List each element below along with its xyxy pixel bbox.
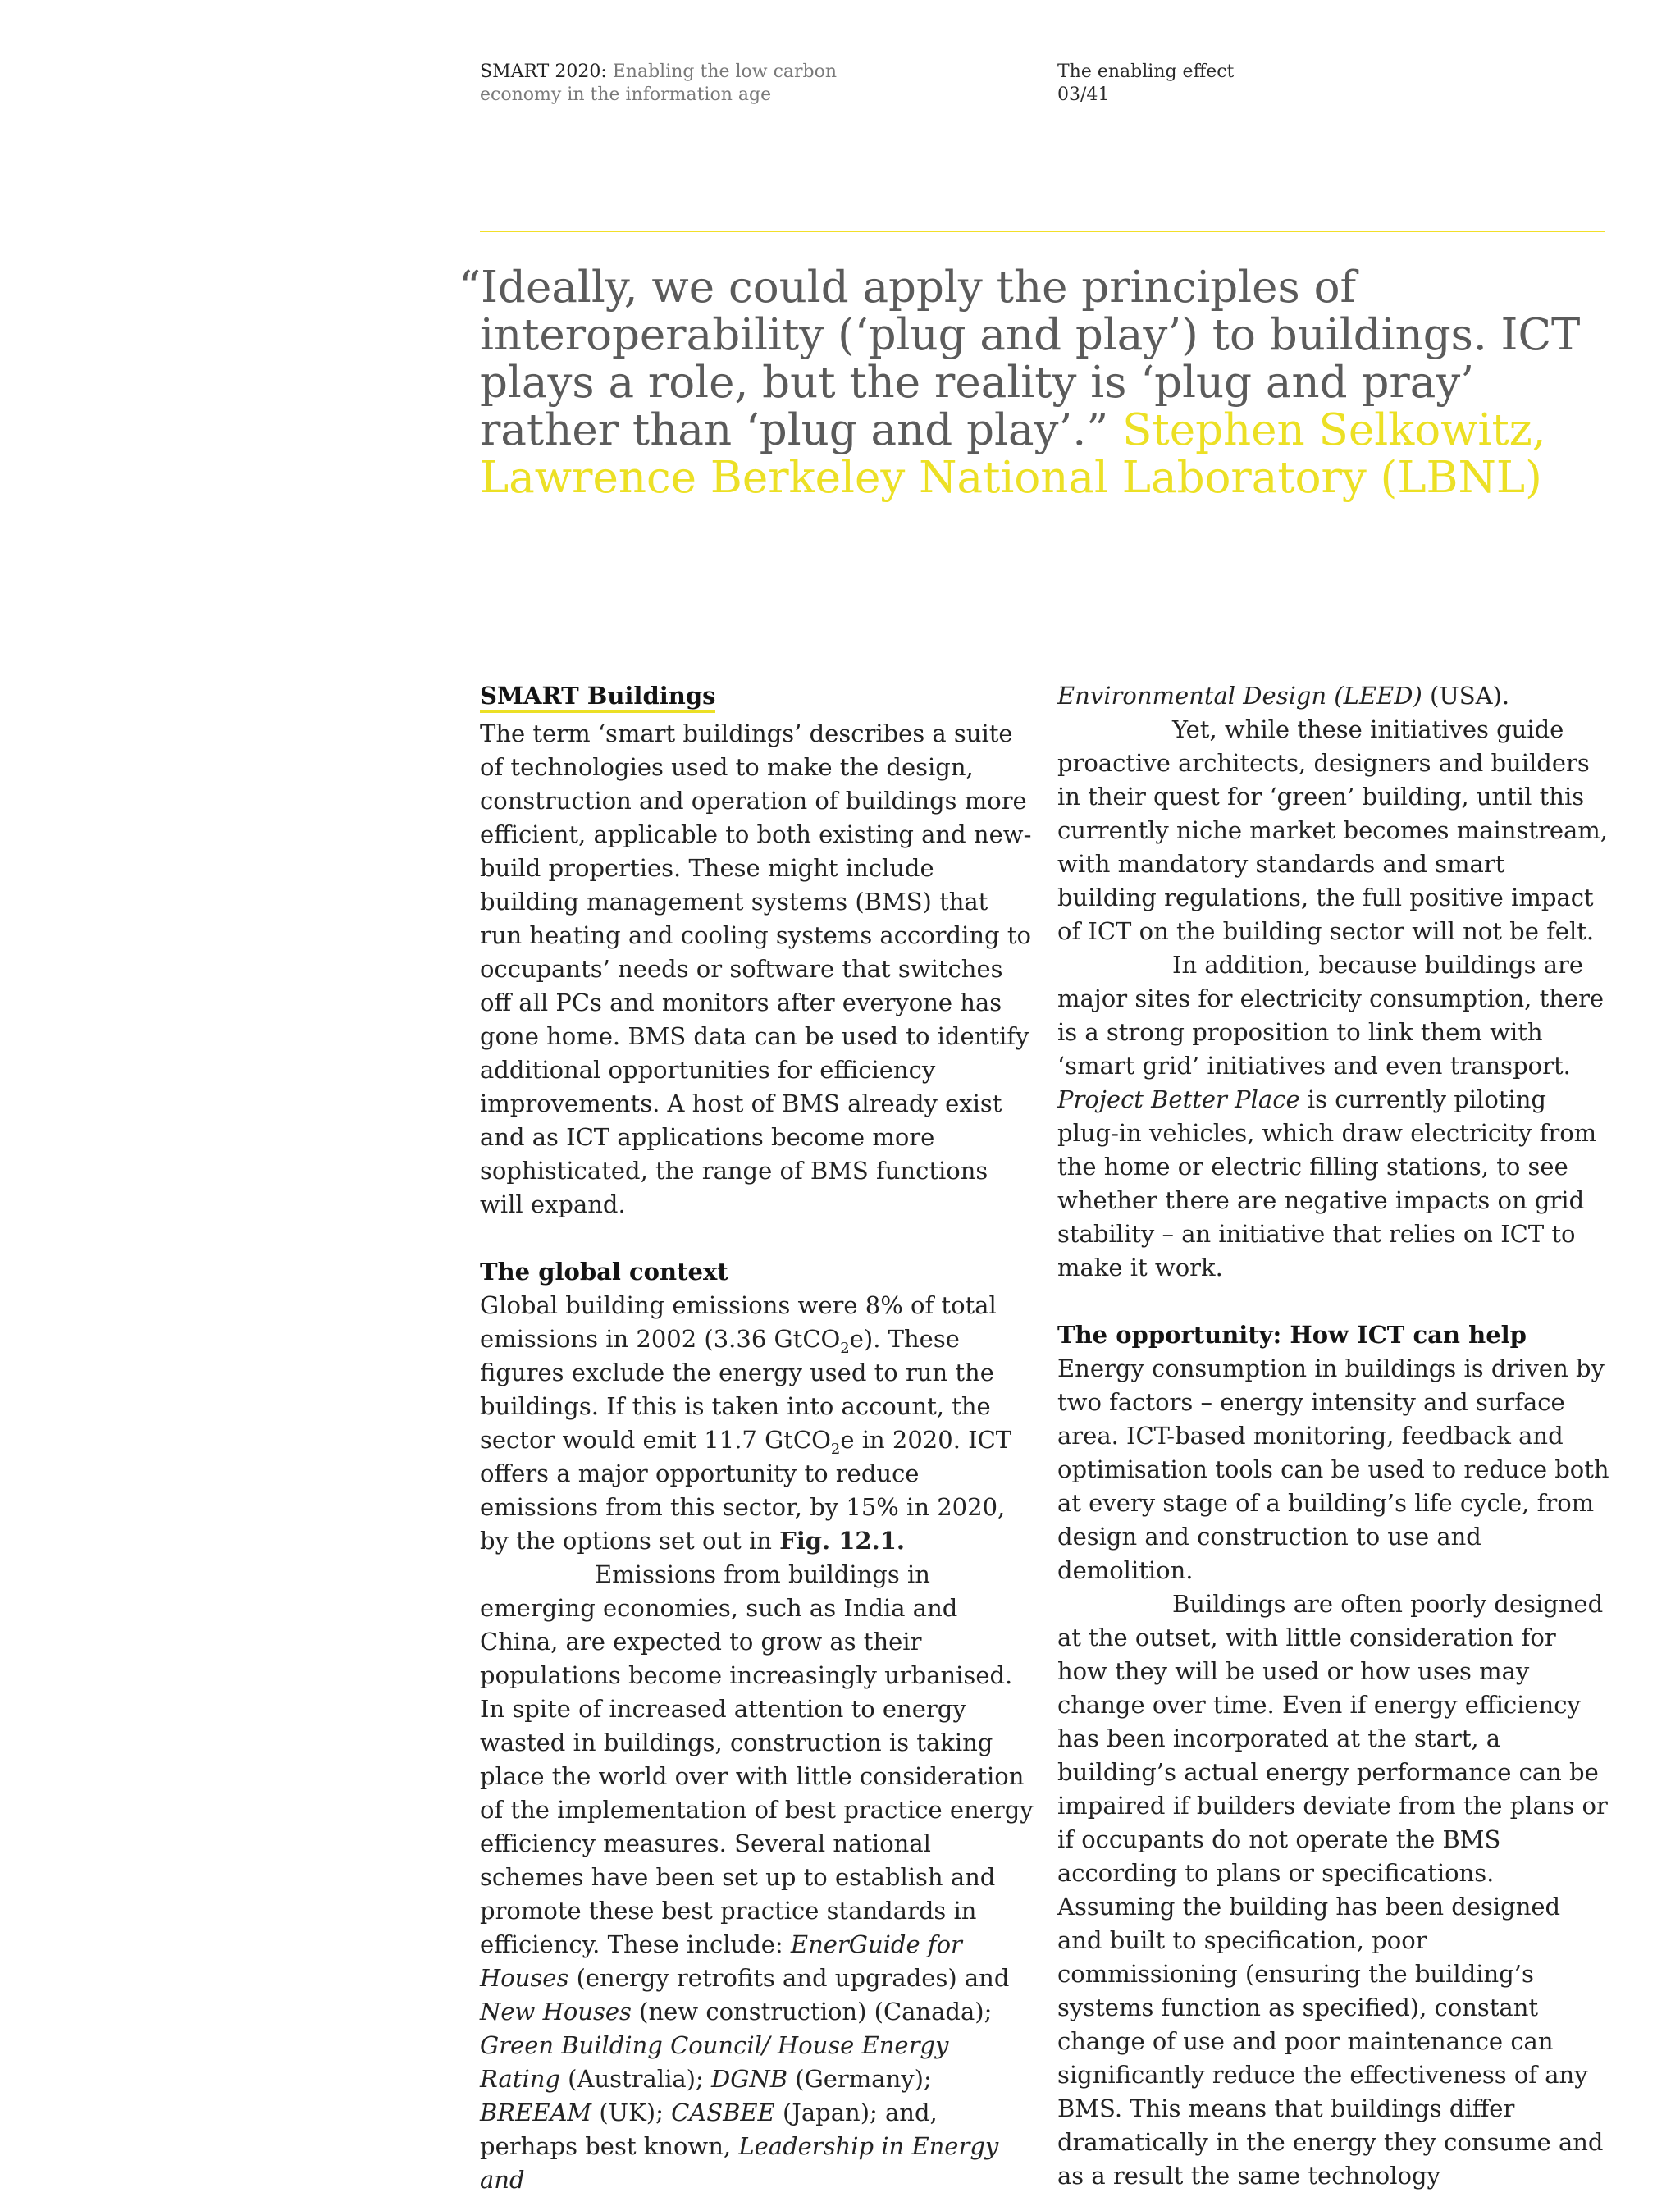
column-right bbox=[1057, 679, 1611, 2193]
text-run: e in 2020. ICT offers a major opportunity to reduce emissions from this sector, by 15% in 2020, by the options set out in bbox=[480, 1426, 1012, 1555]
text-run: In addition, because buildings are major sites for electricity consumption, there is a strong proposition to link them with ‘smart grid’ initiatives and even transport. bbox=[1057, 951, 1605, 1080]
text-run: Emissions from buildings in emerging economies, such as India and China, are expected to grow as their populations become increasingly urbanised. In spite of increased attention to energy wasted in buildings, construction is taking place the world over with little consideration of the implementation of best practice energy efficiency measures. Several national schemes have been set up to establish and promote these best practice standards in efficiency. These include: bbox=[480, 1560, 1034, 1958]
scheme-name: CASBEE bbox=[671, 2099, 775, 2126]
project-name: Project Better Place bbox=[1057, 1085, 1300, 1113]
paragraph-opportunity: Energy consumption in buildings is driven by two factors – energy intensity and surface area. ICT-based monitoring, feedback and optimisation tools can be used to reduce both at every stage of a building’s life cycle, from design and construction to use and demolition. bbox=[1057, 1354, 1609, 1584]
paragraph-continuation bbox=[1057, 679, 1611, 713]
column-left bbox=[480, 679, 1034, 2197]
heading-opportunity: The opportunity: How ICT can help bbox=[1057, 1321, 1527, 1349]
text-run: is currently piloting plug-in vehicles, which draw electricity from the home or electric filling stations, to see whether there are negative impacts on grid stability – an initiative that relies on ICT to make it work. bbox=[1057, 1085, 1597, 1281]
spacer bbox=[480, 1222, 1034, 1255]
subscript: 2 bbox=[830, 1440, 841, 1458]
report-title-line1: Enabling the low carbon bbox=[612, 62, 838, 82]
report-title bbox=[480, 61, 890, 107]
text-run: (Germany); bbox=[788, 2065, 932, 2093]
text-run: (Japan); and, perhaps best known, bbox=[480, 2099, 938, 2160]
text-run: Global building emissions were 8% of total emissions in 2002 (3.36 GtCO bbox=[480, 1291, 997, 1353]
paragraph-poor-design: Buildings are often poorly designed at the outset, with little consideration for how they will be used or how uses may change over time. Even if energy efficiency has been incorporated at the start, a building’s actual energy performance can be impaired if builders deviate from the plans or if occupants do not operate the BMS according to plans or specifications. Assuming the building has been designed and built to specification, poor commissioning (ensuring the building’s systems function as specified), constant change of use and poor maintenance can significantly reduce the effectiveness of any BMS. This means that buildings differ dramatically in the energy they consume and as a result the same technology bbox=[1057, 1590, 1608, 2190]
page-number: 03/41 bbox=[1057, 84, 1110, 105]
yellow-divider bbox=[480, 231, 1605, 232]
figure-reference: Fig. 12.1. bbox=[779, 1527, 905, 1555]
heading-smart-buildings: SMART Buildings bbox=[480, 681, 715, 713]
text-run: e). These figures exclude the energy used to run the buildings. If this is taken into account, the sector would emit 11.7 GtCO bbox=[480, 1325, 994, 1454]
scheme-name: Green Building Council/ House Energy Rating bbox=[480, 2031, 949, 2093]
paragraph-smart-grid bbox=[1057, 948, 1611, 1285]
scheme-name: Leadership in Energy and bbox=[480, 2132, 999, 2194]
section-header bbox=[1057, 61, 1386, 107]
pull-quote bbox=[459, 263, 1612, 503]
section-name: The enabling effect bbox=[1057, 62, 1235, 82]
paragraph-initiatives: Yet, while these initiatives guide proactive architects, designers and builders in their quest for ‘green’ building, until this currently niche market becomes mainstream, with mandatory standards and smart building regulations, the full positive impact of ICT on the building sector will not be felt. bbox=[1057, 715, 1609, 945]
quote-open-mark: “ bbox=[459, 263, 482, 313]
report-title-strong: SMART 2020: bbox=[480, 62, 607, 82]
text-run: (Australia); bbox=[559, 2065, 711, 2093]
subscript: 2 bbox=[840, 1339, 850, 1357]
scheme-name: New Houses bbox=[480, 1998, 632, 2026]
scheme-name: EnerGuide for Houses bbox=[480, 1930, 962, 1992]
text-run: (USA). bbox=[1422, 682, 1510, 710]
report-title-line2: economy in the information age bbox=[480, 84, 772, 105]
text-run: (new construction) (Canada); bbox=[631, 1998, 993, 2026]
quote-attribution: Stephen Selkowitz, Lawrence Berkeley National Laboratory (LBNL) bbox=[480, 405, 1546, 503]
paragraph-global-context bbox=[480, 1289, 1034, 1558]
scheme-name: Environmental Design (LEED) bbox=[1057, 682, 1422, 710]
quote-text: Ideally, we could apply the principles of interoperability (‘plug and play’) to buildings. ICT plays a role, but the reality is ‘plug and pray’ rather than ‘plug and play’.” bbox=[480, 263, 1581, 455]
paragraph-emerging-economies bbox=[480, 1558, 1034, 2197]
text-run: (energy retrofits and upgrades) and bbox=[568, 1964, 1010, 1992]
scheme-name: BREEAM bbox=[480, 2099, 592, 2126]
scheme-name: DGNB bbox=[710, 2065, 788, 2093]
spacer bbox=[1057, 1285, 1611, 1318]
heading-global-context: The global context bbox=[480, 1258, 728, 1286]
paragraph-smart-buildings: The term ‘smart buildings’ describes a suite of technologies used to make the design, construction and operation of buildings more efficient, applicable to both existing and new-build properties. These might include building management systems (BMS) that run heating and cooling systems according to occupants’ needs or software that switches off all PCs and monitors after everyone has gone home. BMS data can be used to identify additional opportunities for efficiency improvements. A host of BMS already exist and as ICT applications become more sophisticated, the range of BMS functions will expand. bbox=[480, 719, 1032, 1218]
text-run: (UK); bbox=[591, 2099, 672, 2126]
